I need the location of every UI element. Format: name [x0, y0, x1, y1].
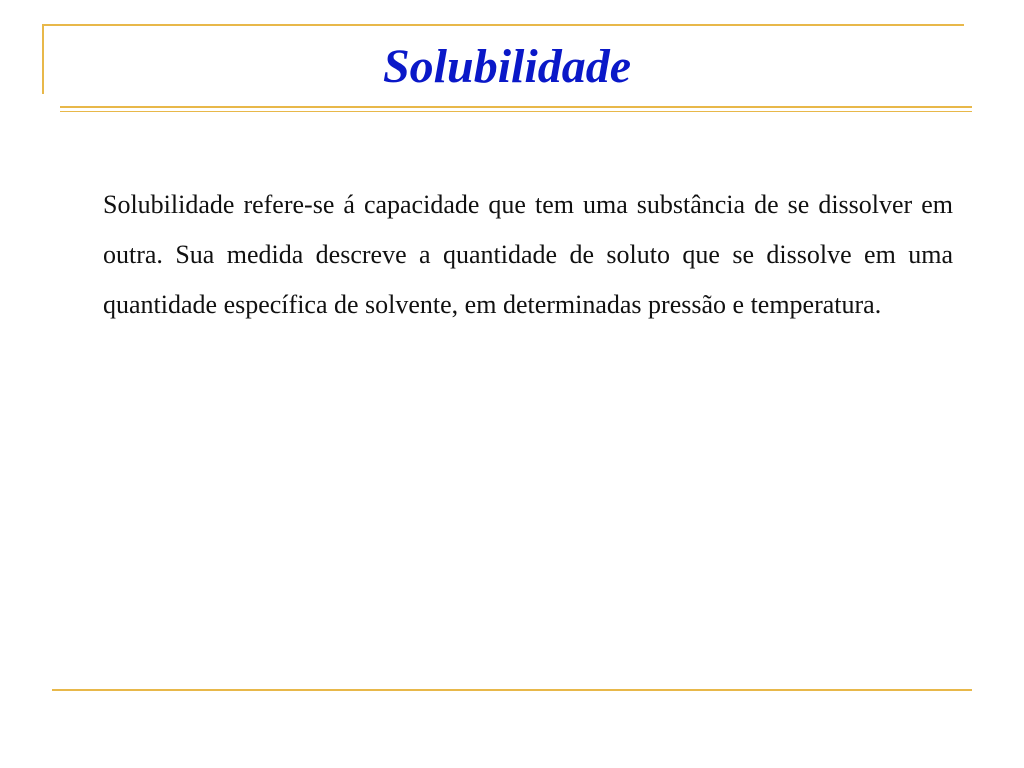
title-divider: [60, 106, 972, 112]
slide-title: Solubilidade: [382, 40, 632, 93]
body-paragraph: Solubilidade refere-se á capacidade que tem uma substância de se dissolver em outra. Sua medida descreve a quantidade de soluto que se dissolve em uma quantidade específica de solvente, em determinadas pressão e temperatura.: [103, 190, 953, 319]
footer-divider: [52, 689, 972, 691]
frame-top-line: [42, 24, 964, 26]
